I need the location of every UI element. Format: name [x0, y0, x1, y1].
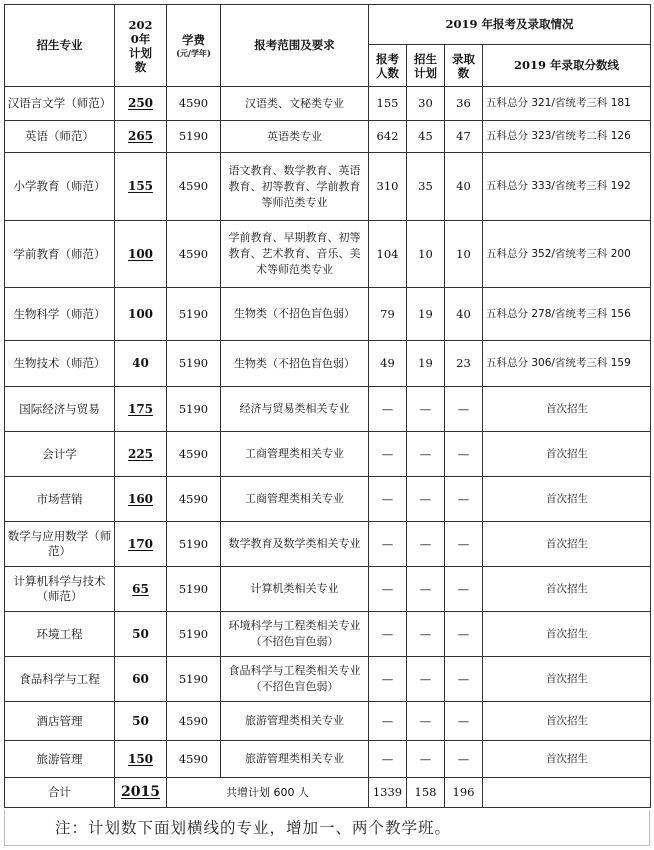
- plan-cell: 50: [115, 612, 167, 657]
- table-row: [5, 387, 651, 432]
- admitted-cell: —: [445, 741, 483, 778]
- major-cell: 小学教育（师范）: [5, 153, 115, 221]
- header-fee-label: 学费: [182, 32, 205, 47]
- header-plan-2020-text: 2020年计划数: [128, 17, 153, 74]
- table-row: [5, 221, 651, 288]
- major-cell: 汉语言文学（师范）: [5, 87, 115, 121]
- fee-cell: 4590: [167, 741, 221, 778]
- recruit-cell: 19: [407, 288, 445, 341]
- header-recruit-plan-text: 招生计划: [414, 51, 437, 80]
- total-scope: 共增计划 600 人: [167, 778, 369, 808]
- score-cell: 五科总分 333/省统考三科 192: [483, 153, 651, 221]
- scope-cell: 计算机类相关专业: [221, 567, 369, 612]
- scope-cell: 语文教育、数学教育、英语教育、初等教育、学前教育等师范类专业: [221, 153, 369, 221]
- header-fee: [167, 5, 221, 87]
- plan-cell: 100: [115, 221, 167, 288]
- scope-cell: 工商管理类相关专业: [221, 432, 369, 477]
- plan-cell: 225: [115, 432, 167, 477]
- admitted-cell: 47: [445, 121, 483, 153]
- admitted-cell: —: [445, 522, 483, 567]
- major-cell: 旅游管理: [5, 741, 115, 778]
- recruit-cell: —: [407, 432, 445, 477]
- table-row: [5, 657, 651, 702]
- major-cell: 生物科学（师范）: [5, 288, 115, 341]
- plan-cell: 65: [115, 567, 167, 612]
- total-recruit: 158: [407, 778, 445, 808]
- applicants-cell: —: [369, 657, 407, 702]
- applicants-cell: —: [369, 567, 407, 612]
- recruit-cell: 45: [407, 121, 445, 153]
- table-row: [5, 612, 651, 657]
- plan-cell: 250: [115, 87, 167, 121]
- scope-cell: 环境科学与工程类相关专业（不招色盲色弱）: [221, 612, 369, 657]
- recruit-cell: 30: [407, 87, 445, 121]
- header-applicants: [369, 45, 407, 87]
- fee-cell: 4590: [167, 153, 221, 221]
- admitted-cell: —: [445, 432, 483, 477]
- admitted-cell: —: [445, 657, 483, 702]
- header-applicants-text: 报考人数: [376, 51, 399, 80]
- scope-cell: 经济与贸易类相关专业: [221, 387, 369, 432]
- table-row: [5, 288, 651, 341]
- admitted-cell: —: [445, 702, 483, 741]
- total-row: [5, 778, 651, 808]
- scope-cell: 学前教育、早期教育、初等教育、艺术教育、音乐、美术等师范类专业: [221, 221, 369, 288]
- major-cell: 食品科学与工程: [5, 657, 115, 702]
- score-cell: 首次招生: [483, 702, 651, 741]
- scope-cell: 汉语类、文秘类专业: [221, 87, 369, 121]
- applicants-cell: 49: [369, 341, 407, 387]
- table-row: [5, 477, 651, 522]
- header-score-line: 2019 年录取分数线: [483, 45, 651, 87]
- recruit-cell: —: [407, 741, 445, 778]
- fee-cell: 5190: [167, 387, 221, 432]
- score-cell: 五科总分 321/省统考三科 181: [483, 87, 651, 121]
- table-row: [5, 341, 651, 387]
- total-label: 合计: [5, 778, 115, 808]
- score-cell: 首次招生: [483, 567, 651, 612]
- table-row: [5, 153, 651, 221]
- major-cell: 会计学: [5, 432, 115, 477]
- fee-cell: 5190: [167, 341, 221, 387]
- major-cell: 国际经济与贸易: [5, 387, 115, 432]
- scope-cell: 数学教育及数学类相关专业: [221, 522, 369, 567]
- score-cell: 五科总分 278/省统考三科 156: [483, 288, 651, 341]
- fee-cell: 5190: [167, 567, 221, 612]
- scope-cell: 食品科学与工程类相关专业（不招色盲色弱）: [221, 657, 369, 702]
- table-row: [5, 522, 651, 567]
- total-applicants: 1339: [369, 778, 407, 808]
- fee-cell: 5190: [167, 288, 221, 341]
- fee-cell: 4590: [167, 432, 221, 477]
- footnote: 注：计划数下面划横线的专业，增加一、两个教学班。: [4, 810, 650, 846]
- fee-cell: 5190: [167, 657, 221, 702]
- recruit-cell: 19: [407, 341, 445, 387]
- fee-cell: 5190: [167, 121, 221, 153]
- major-cell: 学前教育（师范）: [5, 221, 115, 288]
- fee-cell: 5190: [167, 522, 221, 567]
- admission-plan-table: [4, 4, 651, 808]
- plan-cell: 60: [115, 657, 167, 702]
- recruit-cell: 10: [407, 221, 445, 288]
- header-fee-unit: (元/学年): [176, 47, 211, 58]
- score-cell: 首次招生: [483, 477, 651, 522]
- total-plan: 2015: [115, 778, 167, 808]
- header-major: 招生专业: [5, 5, 115, 87]
- recruit-cell: —: [407, 702, 445, 741]
- table-row: [5, 432, 651, 477]
- plan-cell: 160: [115, 477, 167, 522]
- recruit-cell: —: [407, 522, 445, 567]
- scope-cell: 生物类（不招色盲色弱）: [221, 288, 369, 341]
- scope-cell: 生物类（不招色盲色弱）: [221, 341, 369, 387]
- plan-cell: 175: [115, 387, 167, 432]
- scope-cell: 工商管理类相关专业: [221, 477, 369, 522]
- applicants-cell: —: [369, 612, 407, 657]
- applicants-cell: —: [369, 741, 407, 778]
- admitted-cell: 40: [445, 288, 483, 341]
- score-cell: 首次招生: [483, 657, 651, 702]
- header-group-2019: 2019 年报考及录取情况: [369, 5, 651, 45]
- score-cell: 首次招生: [483, 387, 651, 432]
- applicants-cell: 104: [369, 221, 407, 288]
- admitted-cell: —: [445, 387, 483, 432]
- header-plan-2020: [115, 5, 167, 87]
- scope-cell: 旅游管理类相关专业: [221, 702, 369, 741]
- major-cell: 数学与应用数学（师范）: [5, 522, 115, 567]
- admitted-cell: —: [445, 567, 483, 612]
- admitted-cell: 10: [445, 221, 483, 288]
- fee-cell: 4590: [167, 477, 221, 522]
- admitted-cell: 36: [445, 87, 483, 121]
- score-cell: 首次招生: [483, 741, 651, 778]
- score-cell: 五科总分 352/省统考三科 200: [483, 221, 651, 288]
- fee-cell: 4590: [167, 221, 221, 288]
- recruit-cell: —: [407, 567, 445, 612]
- major-cell: 生物技术（师范）: [5, 341, 115, 387]
- major-cell: 环境工程: [5, 612, 115, 657]
- plan-cell: 170: [115, 522, 167, 567]
- total-admitted: 196: [445, 778, 483, 808]
- score-cell: 首次招生: [483, 522, 651, 567]
- major-cell: 英语（师范）: [5, 121, 115, 153]
- applicants-cell: —: [369, 387, 407, 432]
- fee-cell: 4590: [167, 87, 221, 121]
- admission-plan-table-wrapper: [4, 4, 650, 808]
- plan-cell: 150: [115, 741, 167, 778]
- table-row: [5, 702, 651, 741]
- major-cell: 市场营销: [5, 477, 115, 522]
- admitted-cell: —: [445, 612, 483, 657]
- total-score: [483, 778, 651, 808]
- scope-cell: 旅游管理类相关专业: [221, 741, 369, 778]
- header-recruit-plan: [407, 45, 445, 87]
- table-row: [5, 741, 651, 778]
- recruit-cell: —: [407, 612, 445, 657]
- score-cell: 首次招生: [483, 612, 651, 657]
- table-row: [5, 567, 651, 612]
- plan-cell: 40: [115, 341, 167, 387]
- header-scope: 报考范围及要求: [221, 5, 369, 87]
- applicants-cell: —: [369, 522, 407, 567]
- fee-cell: 5190: [167, 612, 221, 657]
- fee-cell: 4590: [167, 702, 221, 741]
- plan-cell: 155: [115, 153, 167, 221]
- applicants-cell: 79: [369, 288, 407, 341]
- header-admitted: [445, 45, 483, 87]
- score-cell: 五科总分 306/省统考三科 159: [483, 341, 651, 387]
- applicants-cell: 155: [369, 87, 407, 121]
- applicants-cell: —: [369, 702, 407, 741]
- recruit-cell: 35: [407, 153, 445, 221]
- plan-cell: 50: [115, 702, 167, 741]
- applicants-cell: 642: [369, 121, 407, 153]
- applicants-cell: —: [369, 432, 407, 477]
- plan-cell: 265: [115, 121, 167, 153]
- major-cell: 酒店管理: [5, 702, 115, 741]
- recruit-cell: —: [407, 387, 445, 432]
- table-row: [5, 87, 651, 121]
- applicants-cell: —: [369, 477, 407, 522]
- applicants-cell: 310: [369, 153, 407, 221]
- recruit-cell: —: [407, 657, 445, 702]
- major-cell: 计算机科学与技术（师范）: [5, 567, 115, 612]
- admitted-cell: 40: [445, 153, 483, 221]
- header-admitted-text: 录取数: [452, 51, 475, 80]
- table-body: [5, 87, 651, 808]
- admitted-cell: —: [445, 477, 483, 522]
- plan-cell: 100: [115, 288, 167, 341]
- score-cell: 首次招生: [483, 432, 651, 477]
- recruit-cell: —: [407, 477, 445, 522]
- score-cell: 五科总分 323/省统考二科 126: [483, 121, 651, 153]
- table-row: [5, 121, 651, 153]
- scope-cell: 英语类专业: [221, 121, 369, 153]
- admitted-cell: 23: [445, 341, 483, 387]
